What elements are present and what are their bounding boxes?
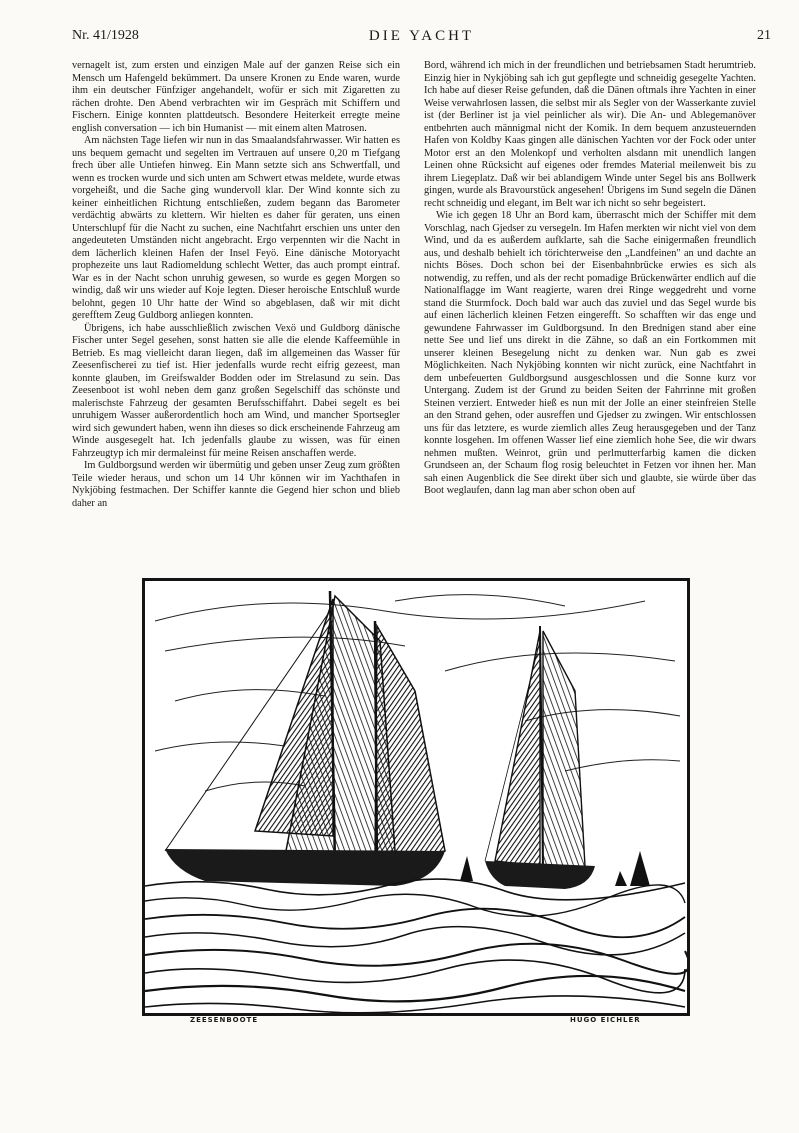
illustration-caption-artist: HUGO EICHLER xyxy=(570,1016,641,1024)
issue-number: Nr. 41/1928 xyxy=(72,28,139,43)
illustration-caption-title: ZEESENBOOTE xyxy=(190,1016,259,1024)
paragraph: Wie ich gegen 18 Uhr an Bord kam, überrascht mich der Schiffer mit dem Vorschlag, nach Gjedser zu versegeln. Im Hafen merkten wir nicht viel von dem Wind, und da es außerdem aufklarte, sah die Sache einigermaßen freundlich aus, und deshalb behielt ich törichterweise den „Landfeinen" an und dachte an nichts Böses. Doch schon bei der Eisenbahnbrücke erwies es sich als notwendig, zu reffen, und als der recht pomadige Brückenwärter endlich auf die Nationalflagge im Want reagierte, waren drei Ringe weggedreht und vorne stand die Sturmfock. Doch bald war auch das zuviel und das Segel wurde bis auf einen lächerlich kleinen Fetzen eingerefft. So schafften wir das enge und gewundene Fahrwasser im Guldborgsund. In den Brednigen stand aber eine nette See und lief uns direkt in die Zähne, so daß an ein Fortkommen mit unserer kleinen Besegelung nicht zu denken war. Nun gab es zwei Möglichkeiten. Nach Nykjöbing konnten wir nicht zurück, eine Nachtfahrt in dem unbefeuerten Guldborgsund ausgeschlossen und die Sonne kurz vor Untergang. Zudem ist der Grund zu beiden Seiten der Fahrrinne mit großen Steinen verziert. Entweder hieß es nun mit der Jolle an einer steinfreien Stelle an den Strand gehen, oder ausreffen und Gjedser zu zwingen. Wir entschlossen uns für das letztere, es wurde ziemlich alles Zeug herausgegeben und der Tanz konnte losgehen. Im offenen Wasser lief eine ziemlich hohe See, die wir dwars nehmen mußten. Weinrot, grün und perlmutterfarbig kamen die dicken Grundseen an, der Schaum flog rosig beleuchtet in Fetzen vor ihnen her. Man sah einen Augenblick die See direkt über sich und glaubte, sie würde über das Boot weglaufen, dann lag man aber schon oben auf xyxy=(424,210,756,496)
paragraph: Übrigens, ich habe ausschließlich zwischen Vexö und Guldborg dänische Fischer unter Segel gesehen, sonst hatten sie alle die elende Kaffeemühle in Betrieb. Es mag vielleicht daran liegen, daß im allgemeinen das Wasser für Zeesenfischerei zu tief ist. Hier jedenfalls wurde recht eifrig gezeest, man konnte glauben, im Greifswalder Bodden oder im Strelasund zu sein. Das Zeesenboot ist wohl neben dem ganz großen Segelschiff das schönste und malerischste Fahrzeug der gesamten Berufsschiffahrt. Dabei segelt es bei unruhigem Wasser außerordentlich hoch am Wind, und mancher Sportsegler wird sich gewundert haben, wenn ihn dieses so dick erscheinende Fahrzeug am Winde ausgesegelt hat. Ich jedenfalls glaube zu wissen, was für einen Fahrzeugtyp ich mir dermaleinst für meine Reisen anschaffen werde. xyxy=(72,322,400,459)
paragraph: vernagelt ist, zum ersten und einzigen Male auf der ganzen Reise sich ein Mensch um Hafengeld bekümmert. Da unsere Kronen zu Ende waren, wurde ihm ein deutscher Fünfziger angehandelt, wofür er sich mit Zigaretten zu rächen drohte. Den Abend verbrachten wir im Gespräch mit Schiffern und Fischern. Einige konnten plattdeutsch. Besondere Heiterkeit erregte meine english conversation — ich bin Humanist — mit einem alten Matrosen. xyxy=(72,60,400,134)
paragraph: Am nächsten Tage liefen wir nun in das Smaalandsfahrwasser. Wir hatten es uns bequem gemacht und segelten im Vertrauen auf unsere 0,20 m Tiefgang frech über alle Untiefen hinweg. Ein Mann setzte sich ans Schwertfall, und wenn es trocken wurde und sich unten am Schwert etwas meldete, wurde etwas vorgeheißt, und die Sache ging wundervoll klar. Der Wind konnte sich zu keiner einheitlichen Richtung entschließen, zudem begann das Barometer verdächtig abwärts zu klettern. Wir hielten es daher für geraten, uns einen Unterschlupf für die Nacht zu suchen, eine Nachtfahrt erschien uns unter den angedeuteten Umständen nicht angebracht. Ergo verpennten wir die Nacht in dem lächerlich kleinen Hafen der Insel Feyö. Eine dänische Motoryacht prophezeite uns laut Radiomeldung schlecht Wetter, das auch prompt eintraf. War es in der Nacht schon unruhig gewesen, so wurde es gegen Morgen so windig, daß wir uns wieder auf Koje legten. Dieser heroische Entschluß wurde belohnt, gegen 10 Uhr hatte der Wind so abgeblasen, daß wir mit dicht gerefftem Zeug Guldborg anliegen konnten. xyxy=(72,135,400,321)
second-sailboat xyxy=(485,626,595,889)
page-header xyxy=(72,28,771,48)
page-number: 21 xyxy=(757,28,771,43)
sailboats-drawing xyxy=(145,581,687,1013)
paragraph: Bord, während ich mich in der freundlichen und betriebsamen Stadt herumtrieb. Einzig hier in Nykjöbing sah ich gut gepflegte und schneidig gesegelte Yachten. Ich habe auf dieser Reise gefunden, daß die Dänen oftmals ihre Yachten in einer Weise verwahrlosen lassen, die selbst mir als Segler von der Wasserkante zuviel ist (der Berliner ist ja viel peinlicher als wir). Die An- und Ablegemanöver entbehrten auch männigmal nicht der Komik. In dem bequem anzusteuernden Hafen von Koldby Kaas gingen alle dänischen Yachten vor der Fock oder unter Motor erst an den Molenkopf und verholten alsdann mit unendlich langen Leinen ohne Rücksicht auf eigenes oder fremdes Material meilenweit bis zu ihrem Liegeplatz. Daß wir bei ablandigem Winde unter Segel bis ans Bollwerk gingen, wurde als Bravourstück angesehen! Übrigens im Sund segeln die Dänen recht schneidig und elegant, im Belt war ich nicht so sehr begeistert. xyxy=(424,60,756,209)
big-sailboat xyxy=(165,591,445,886)
left-column xyxy=(72,60,400,510)
sea-waves xyxy=(145,879,687,1013)
paragraph: Im Guldborgsund werden wir übermütig und geben unser Zeug zum größten Teile wieder heraus, und schon um 14 Uhr können wir im Yachthafen in Nykjöbing festmachen. Der Schiffer kannte die Gegend hier schon und blieb daher an xyxy=(72,460,400,509)
sailboat-illustration xyxy=(142,578,690,1016)
right-column xyxy=(424,60,756,498)
magazine-title: DIE YACHT xyxy=(368,28,475,44)
